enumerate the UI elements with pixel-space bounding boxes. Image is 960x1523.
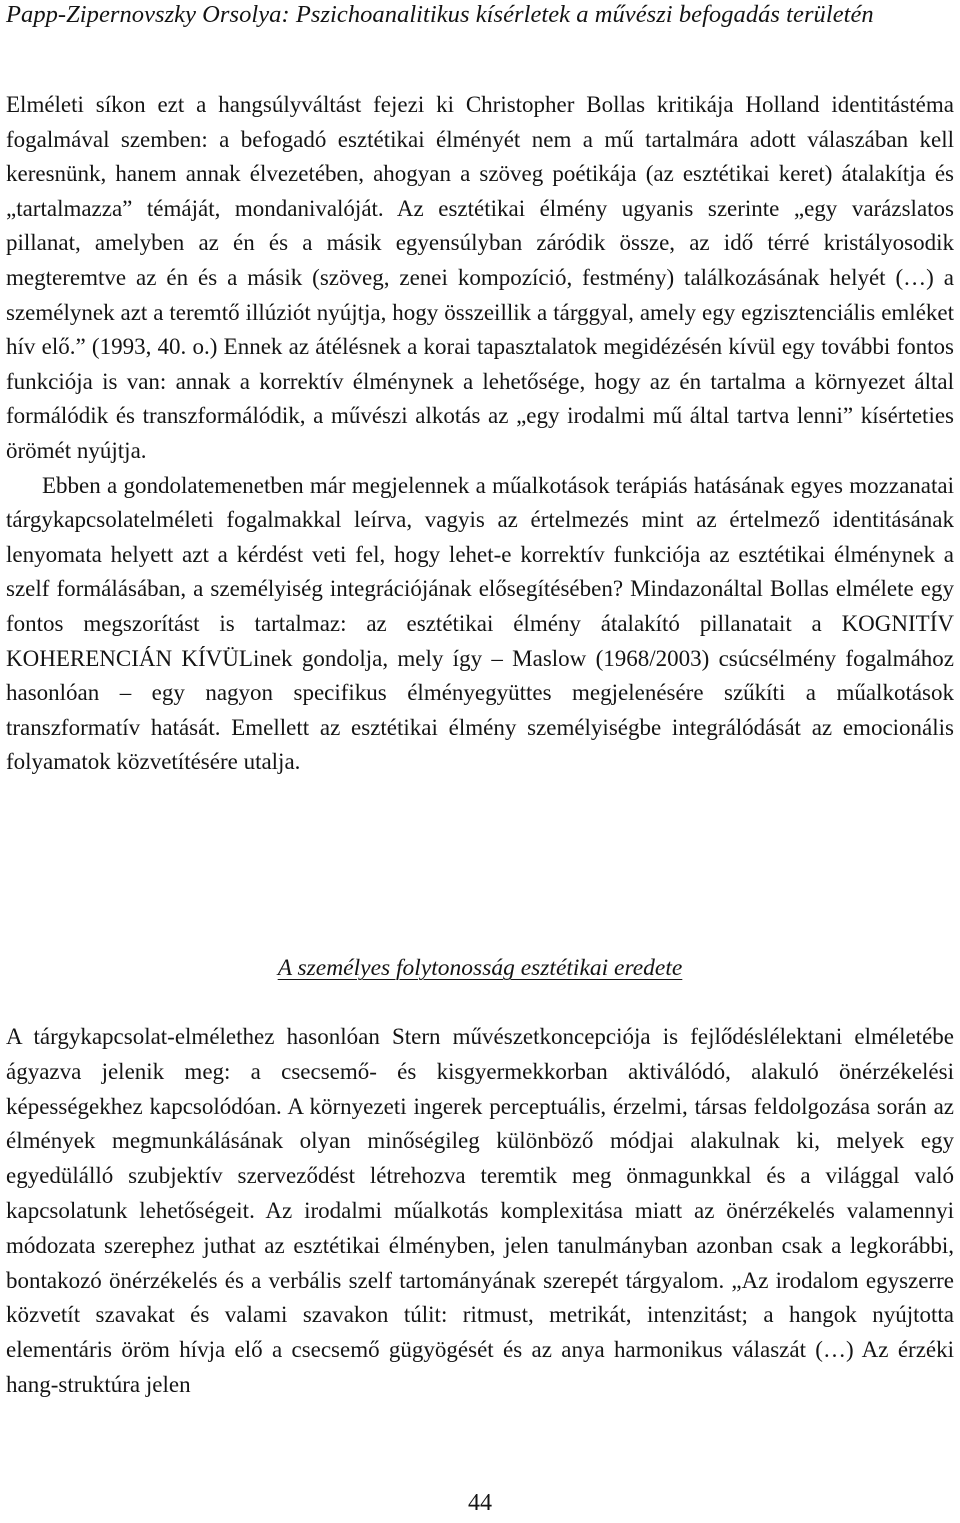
body-paragraph: Ebben a gondolatemenetben már megjelennek a műalkotások terápiás hatásának egyes mozzanatai tárgykapcsolatelméleti fogalmakkal leírva, vagyis az értelmezés mint az értelmező identitásának lenyomata helyett azt a kérdést veti fel, hogy lehet-e korrektív funkciója az esztétikai élménynek a szelf formálásában, a személyiség integrációjának elősegítésében? Mindazonáltal Bollas elmélete egy fontos megszorítást is tartalmaz: az esztétikai élmény átalakító pillanatait a KOGNITÍV KOHERENCIÁN KÍVÜLinek gondolja, mely így – Maslow (1968/2003) csúcsélmény fogalmához hasonlóan – egy nagyon specifikus élményegyüttes megjelenésére szűkíti a műalkotások transzformatív hatását. Emellett az esztétikai élmény személyiségbe integrálódását az emocionális folyamatok közvetítésére utalja.	[6, 472, 954, 775]
running-head: Papp-Zipernovszky Orsolya: Pszichoanalitikus kísérletek a művészi befogadás területén	[6, 1, 874, 28]
body-paragraph: A tárgykapcsolat-elmélethez hasonlóan Stern művészetkoncepciója is fejlődéslélektani elméletébe ágyazva jelenik meg: a csecsemő- és kisgyermekkorban aktiválódó, alakuló önérzékelési képességekhez kapcsolódóan. A környezeti ingerek perceptuális, érzelmi, társas feldolgozása során az élmények megmunkálásának olyan minőségileg különböző módjai alakulnak ki, melyek egy egyedülálló szubjektív szerveződést létrehozva teremtik meg önmagunkkal és a világgal való kapcsolatunk lehetőségeit. Az irodalmi műalkotás komplexitása miatt az önérzékelés valamennyi módozata szerephez juthat az esztétikai élményben, jelen tanulmányban azonban csak a legkorábbi, bontakozó önérzékelés és a verbális szelf tartományának szerepét tárgyalom. „Az irodalom egyszerre közvetít szavakat és valami szavakon túlit: ritmust, metrikát, intenzitást; a hangok nyújtotta elementáris öröm hívja elő a csecsemő gügyögését és az anya harmonikus válaszát (…) Az érzéki hang-struktúra jelen	[6, 1024, 954, 1397]
section-heading: A személyes folytonosság esztétikai eredete	[277, 955, 683, 981]
section-body	[6, 1020, 954, 1403]
page-number: 44	[468, 1490, 492, 1516]
body-text-block	[6, 88, 954, 780]
body-paragraph: Elméleti síkon ezt a hangsúlyváltást fejezi ki Christopher Bollas kritikája Holland identitástéma fogalmával szemben: a befogadó esztétikai élményét nem a mű tartalmára adott válaszában kell keresnünk, hanem annak élvezetében, ahogyan a szöveg poétikája (az esztétikai keret) átalakítja és „tartalmazza” témáját, mondanivalóját. Az esztétikai élmény ugyanis szerinte „egy varázslatos pillanat, amelyben az én és a másik egyensúlyban záródik össze, az idő térré kristályosodik megteremtve az én és a másik (szöveg, zenei kompozíció, festmény) találkozásának helyét (…) a személynek azt a teremtő illúziót nyújtja, hogy összeillik a tárggyal, amely egy egzisztenciális emléket hív elő.” (1993, 40. o.) Ennek az átélésnek a korai tapasztalatok megidézésén kívül egy további fontos funkciója is van: annak a korrektív élménynek a lehetősége, hogy az én tartalma a környezet által formálódik és transzformálódik, a művészi alkotás az „egy irodalmi mű által tartva lenni” kísérteties örömét nyújtja.	[6, 92, 954, 463]
